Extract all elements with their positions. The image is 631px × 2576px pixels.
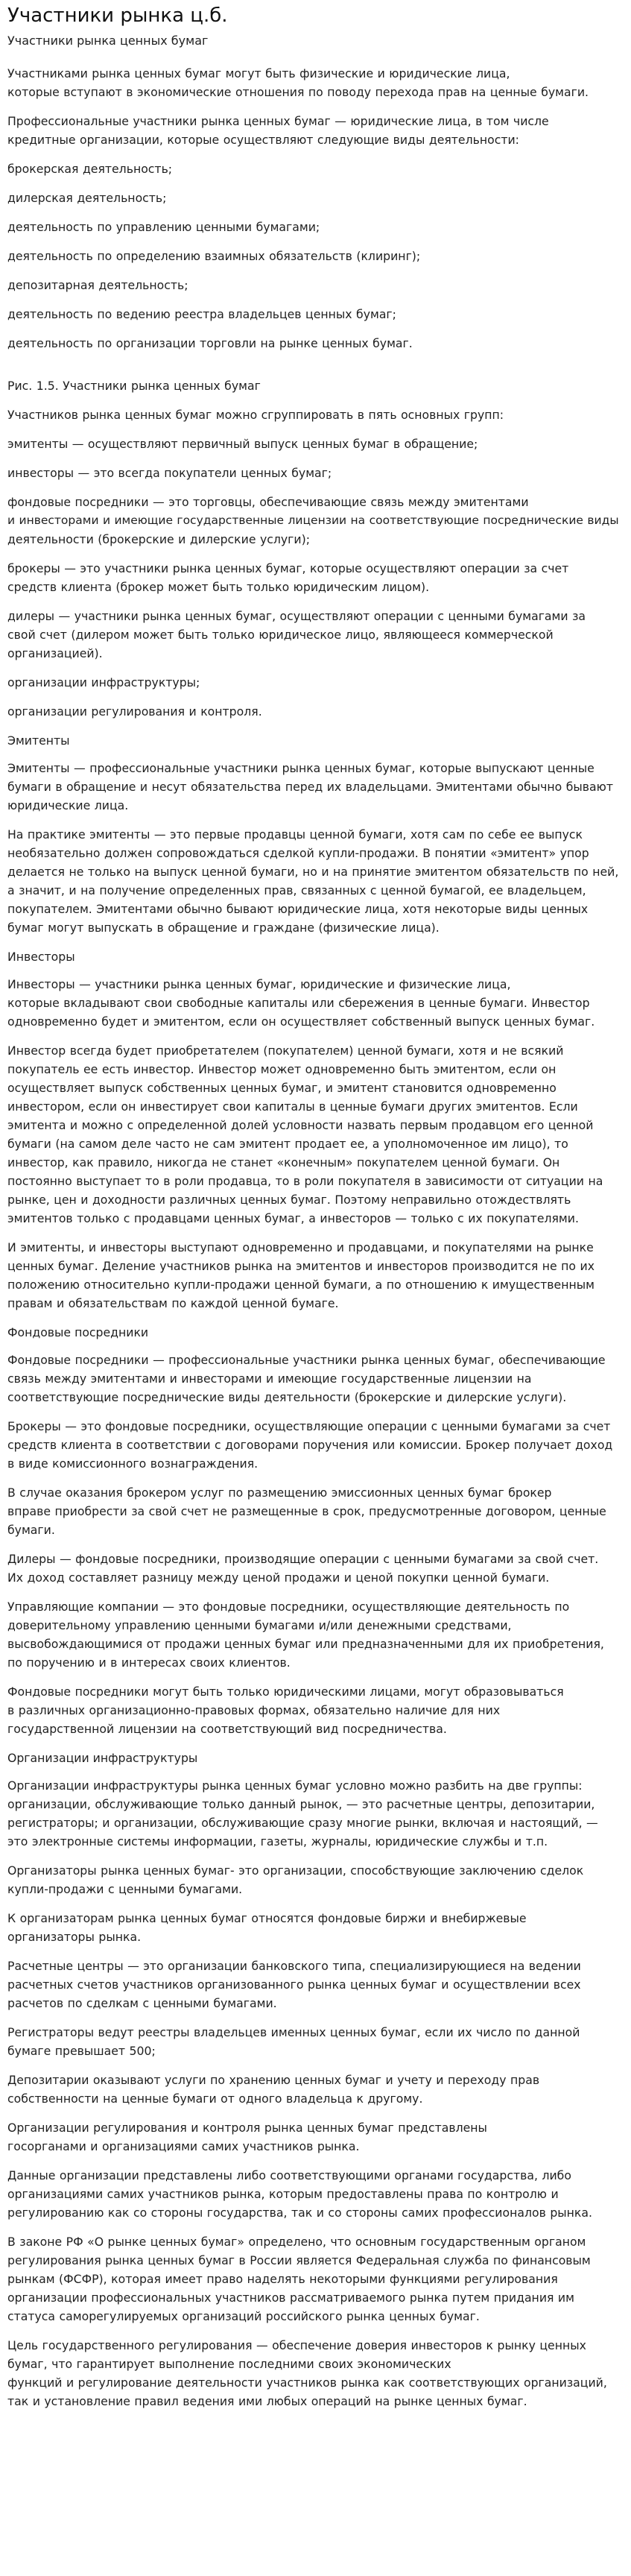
text-line: эмитента и можно с определенной долей условности назвать первым продавцом его ценной [7,1118,594,1132]
text-line: Управляющие компании — это фондовые посредники, осуществляющие деятельность по [7,1600,570,1614]
text-line: по поручению и в интересах своих клиентов. [7,1655,291,1670]
paragraph [7,975,624,1031]
paragraph [7,218,624,236]
paragraph [7,305,624,323]
paragraph [7,1597,624,1672]
text-line: рынке, цен и доходности различных ценных бумаг. Поэтому неправильно отождествлять [7,1193,571,1207]
paragraph [7,64,624,101]
text-line: постоянно выступает то в роли продавца, то в роли покупателя в зависимости от ситуации на [7,1174,603,1188]
text-line: эмитенты — осуществляют первичный выпуск ценных бумаг в обращение; [7,437,478,451]
paragraph [7,1861,624,1898]
text-line: необязательно должен сопровождаться сделкой купли-продажи. В понятии «эмитент» упор [7,846,589,860]
paragraph [7,405,624,424]
text-line: деятельность по организации торговли на рынке ценных бумаг. [7,336,413,350]
paragraph [7,247,624,265]
text-line: организацией). [7,646,103,660]
text-line: брокерская деятельность; [7,162,173,176]
paragraph [7,160,624,178]
text-line: деятельность по ведению реестра владельцев ценных бумаг; [7,307,396,321]
text-line: инвестор, как правило, никогда не станет «конечным» покупателем ценной бумаги. Он [7,1155,560,1169]
text-line: Фондовые посредники — профессиональные участники рынка ценных бумаг, обеспечивающие [7,1353,606,1367]
text-line: и инвесторами и имеющие государственные лицензии на соответствующие посреднические виды [7,514,619,527]
paragraph [7,2166,624,2222]
text-line: высвобождающимися от продажи ценных бумаг или предназначенными для их приобретения, [7,1637,604,1651]
text-line: организации регулирования и контроля. [7,704,262,719]
text-line: Профессиональные участники рынка ценных бумаг — юридические лица, в том числе [7,114,549,128]
article-body [7,64,624,2411]
text-line: Дилеры — фондовые посредники, производящие операции с ценными бумагами за свой счет. [7,1552,599,1566]
text-line: организации инфраструктуры; [7,675,200,689]
paragraph [7,1417,624,1473]
text-line: вправе приобрести за свой счет не размещенные в срок, предусмотренные договором, ценные [7,1504,606,1518]
text-line: деятельности (брокерские и дилерские услуги); [7,532,311,546]
text-line: В случае оказания брокером услуг по размещению эмиссионных ценных бумаг брокер [7,1486,552,1500]
text-line: депозитарная деятельность; [7,278,188,292]
paragraph [7,1776,624,1851]
text-line: Инвестор всегда будет приобретателем (покупателем) ценной бумаги, хотя и не всякий [7,1044,564,1058]
text-line: положению относительно купли-продажи ценной бумаги, а по отношению к имущественным [7,1278,594,1292]
text-line: Фондовые посредники могут быть только юридическими лицами, могут образовываться [7,1685,564,1699]
text-line: в различных организационно-правовых формах, обязательно наличие для них [7,1703,501,1717]
text-line: купли-продажи с ценными бумагами. [7,1882,243,1896]
section-heading: Эмитенты [7,733,70,748]
section-heading: Фондовые посредники [7,1325,149,1339]
paragraph [7,1238,624,1313]
paragraph [7,334,624,353]
text-line: это электронные системы информации, газеты, журналы, юридические службы и т.п. [7,1834,548,1849]
text-line: делается не только на выпуск ценной бумаги, но и на принятие эмитентом обязательств по ней, [7,865,619,879]
text-line: свой счет (дилером может быть только юридическое лицо, являющееся коммерческой [7,628,554,642]
paragraph [7,1682,624,1738]
text-line: инвесторы — это всегда покупатели ценных бумаг; [7,466,332,480]
text-line: доверительному управлению ценными бумагами и/или денежными средствами, [7,1618,512,1632]
text-line: государственной лицензии на соответствующий вид посредничества. [7,1722,447,1736]
text-line: деятельность по определению взаимных обязательств (клиринг); [7,249,421,263]
text-line: покупателем. Эмитентами обычно бывают юридические лица, хотя некоторые виды ценных [7,902,589,916]
text-line: фондовые посредники — это торговцы, обеспечивающие связь между эмитентами [7,495,529,509]
paragraph [7,189,624,207]
text-line: правам и обязательствам по каждой ценной бумаге. [7,1296,339,1310]
text-line: бумаг, что гарантирует выполнение последними своих экономических [7,2357,451,2371]
text-line: Депозитарии оказывают услуги по хранению ценных бумаг и учету и переходу прав [7,2073,540,2087]
text-line: организации профессиональных участников рассматриваемого рынка путем придания им [7,2291,574,2305]
text-line: Рис. 1.5. Участники рынка ценных бумаг [7,379,261,393]
paragraph [7,1957,624,2012]
paragraph [7,2118,624,2156]
text-line: расчетов по сделкам с ценными бумагами. [7,1996,277,2010]
text-line: средств клиента в соответствии с договорами поручения или комиссии. Брокер получает доход [7,1438,613,1452]
text-line: Участниками рынка ценных бумаг могут быть физические и юридические лица, [7,66,510,80]
paragraph [7,1909,624,1946]
text-line: бумаги. [7,1523,55,1537]
text-line: средств клиента (брокер может быть только юридическим лицом). [7,580,430,594]
text-line: функций и регулирование деятельности участников рынка как соответствующих организаций, [7,2375,607,2390]
page-title: Участники рынка ц.б. [7,4,228,27]
text-line: Участников рынка ценных бумаг можно сгруппировать в пять основных групп: [7,408,504,422]
paragraph [7,493,624,549]
paragraph [7,1041,624,1228]
text-line: Их доход составляет разницу между ценой продажи и ценой покупки ценной бумаги. [7,1570,550,1585]
page-subtitle: Участники рынка ценных бумаг [7,34,209,48]
text-line: К организаторам рынка ценных бумаг относятся фондовые биржи и внебиржевые [7,1911,527,1925]
paragraph [7,825,624,937]
text-line: госорганами и организациями самих участников рынка. [7,2139,360,2153]
text-line: регулирования рынка ценных бумаг в России является Федеральная служба по финансовым [7,2253,591,2267]
text-line: Цель государственного регулирования — обеспечение доверия инвесторов к рынку ценных [7,2338,586,2352]
text-line: одновременно будет и эмитентом, если он осуществляет собственный выпуск ценных бумаг. [7,1014,595,1029]
text-line: Регистраторы ведут реестры владельцев именных ценных бумаг, если их число по данной [7,2025,580,2039]
paragraph [7,1550,624,1587]
paragraph [7,2023,624,2060]
text-line: юридические лица. [7,798,129,812]
paragraph [7,1351,624,1407]
text-line: Организации регулирования и контроля рынка ценных бумаг представлены [7,2121,487,2135]
text-line: В законе РФ «О рынке ценных бумаг» определено, что основным государственным органом [7,2235,586,2249]
text-line: которые вступают в экономические отношения по поводу перехода прав на ценные бумаги. [7,85,589,99]
text-line: осуществляет выпуск собственных ценных бумаг, и эмитент становится одновременно [7,1081,557,1095]
text-line: соответствующие посреднические виды деятельности (брокерские и дилерские услуги). [7,1390,567,1404]
text-line: бумаг могут выпускать в обращение и граждане (физические лица). [7,921,440,935]
text-line: так и установление правил ведения ими любых операций на рынке ценных бумаг. [7,2394,527,2408]
text-line: собственности на ценные бумаги от одного владельца к другому. [7,2092,423,2106]
text-line: брокеры — это участники рынка ценных бумаг, которые осуществляют операции за счет [7,561,569,575]
text-line: бумаги в обращение и несут обязательства перед их владельцами. Эмитентами обычно бывают [7,780,613,794]
text-line: Организации инфраструктуры рынка ценных бумаг условно можно разбить на две группы: [7,1778,583,1793]
text-line: в виде комиссионного вознаграждения. [7,1456,259,1471]
text-line: ценных бумаг. Деление участников рынка на эмитентов и инвесторов производится не по их [7,1259,594,1273]
text-line: Эмитенты — профессиональные участники рынка ценных бумаг, которые выпускают ценные [7,761,594,775]
text-line: инвестором, если он инвестирует свои капиталы в ценные бумаги других эмитентов. Если [7,1099,578,1114]
text-line: статуса саморегулируемых организаций российского рынка ценных бумаг. [7,2309,480,2323]
paragraph [7,1483,624,1539]
text-line: бумаге превышает 500; [7,2044,156,2058]
text-line: Расчетные центры — это организации банковского типа, специализирующиеся на ведении [7,1959,581,1973]
text-line: связь между эмитентами и инвесторами и имеющие государственные лицензии на [7,1371,532,1386]
paragraph [7,702,624,721]
paragraph [7,559,624,596]
paragraph [7,2336,624,2411]
text-line: организациями самих участников рынка, которым предоставлены права по контролю и [7,2187,559,2201]
text-line: деятельность по управлению ценными бумагами; [7,220,320,234]
paragraph [7,435,624,453]
text-line: рынкам (ФСФР), которая имеет право наделять некоторыми функциями регулирования [7,2272,558,2286]
text-line: организаторы рынка. [7,1930,142,1944]
paragraph [7,376,624,395]
text-line: бумаги (на самом деле часто не сам эмитент продает ее, а уполномоченное им лицо), то [7,1137,568,1151]
text-line: кредитные организации, которые осуществляют следующие виды деятельности: [7,133,519,147]
paragraph [7,2232,624,2326]
text-line: расчетных счетов участников организованного рынка ценных бумаг и осуществлении всех [7,1977,581,1992]
text-line: Инвесторы — участники рынка ценных бумаг, юридические и физические лица, [7,977,511,991]
paragraph [7,759,624,815]
section-heading: Организации инфраструктуры [7,1751,198,1765]
section-heading: Инвесторы [7,950,75,964]
text-line: покупатель ее есть инвестор. Инвестор может одновременно быть эмитентом, если он [7,1062,557,1076]
text-line: организации, обслуживающие только данный рынок, — это расчетные центры, депозитарии, [7,1797,595,1811]
paragraph [7,276,624,294]
text-line: регулированию как со стороны государства, так и со стороны самих профессионалов рынка. [7,2206,592,2220]
text-line: На практике эмитенты — это первые продавцы ценной бумаги, хотя сам по себе ее выпуск [7,827,583,842]
text-line: которые вкладывают свои свободные капиталы или сбережения в ценные бумаги. Инвестор [7,996,590,1010]
text-line: Организаторы рынка ценных бумаг- это организации, способствующие заключению сделок [7,1863,584,1878]
text-line: дилеры — участники рынка ценных бумаг, осуществляют операции с ценными бумагами за [7,609,586,623]
text-line: дилерская деятельность; [7,191,167,205]
paragraph [7,2071,624,2108]
text-line: Брокеры — это фондовые посредники, осуществляющие операции с ценными бумагами за счет [7,1419,611,1433]
text-line: а значит, и на получение определенных прав, связанных с ценной бумагой, ее владельцем, [7,883,586,897]
paragraph [7,112,624,149]
paragraph [7,464,624,482]
text-line: И эмитенты, и инвесторы выступают одновременно и продавцами, и покупателями на рынке [7,1240,594,1254]
paragraph [7,607,624,663]
paragraph [7,673,624,692]
text-line: Данные организации представлены либо соответствующими органами государства, либо [7,2168,571,2182]
text-line: эмитентов только с продавцами ценных бумаг, а инвесторов — только с их покупателями. [7,1211,579,1225]
text-line: регистраторы; и организации, обслуживающие сразу многие рынки, включая и настоящий, — [7,1816,598,1830]
